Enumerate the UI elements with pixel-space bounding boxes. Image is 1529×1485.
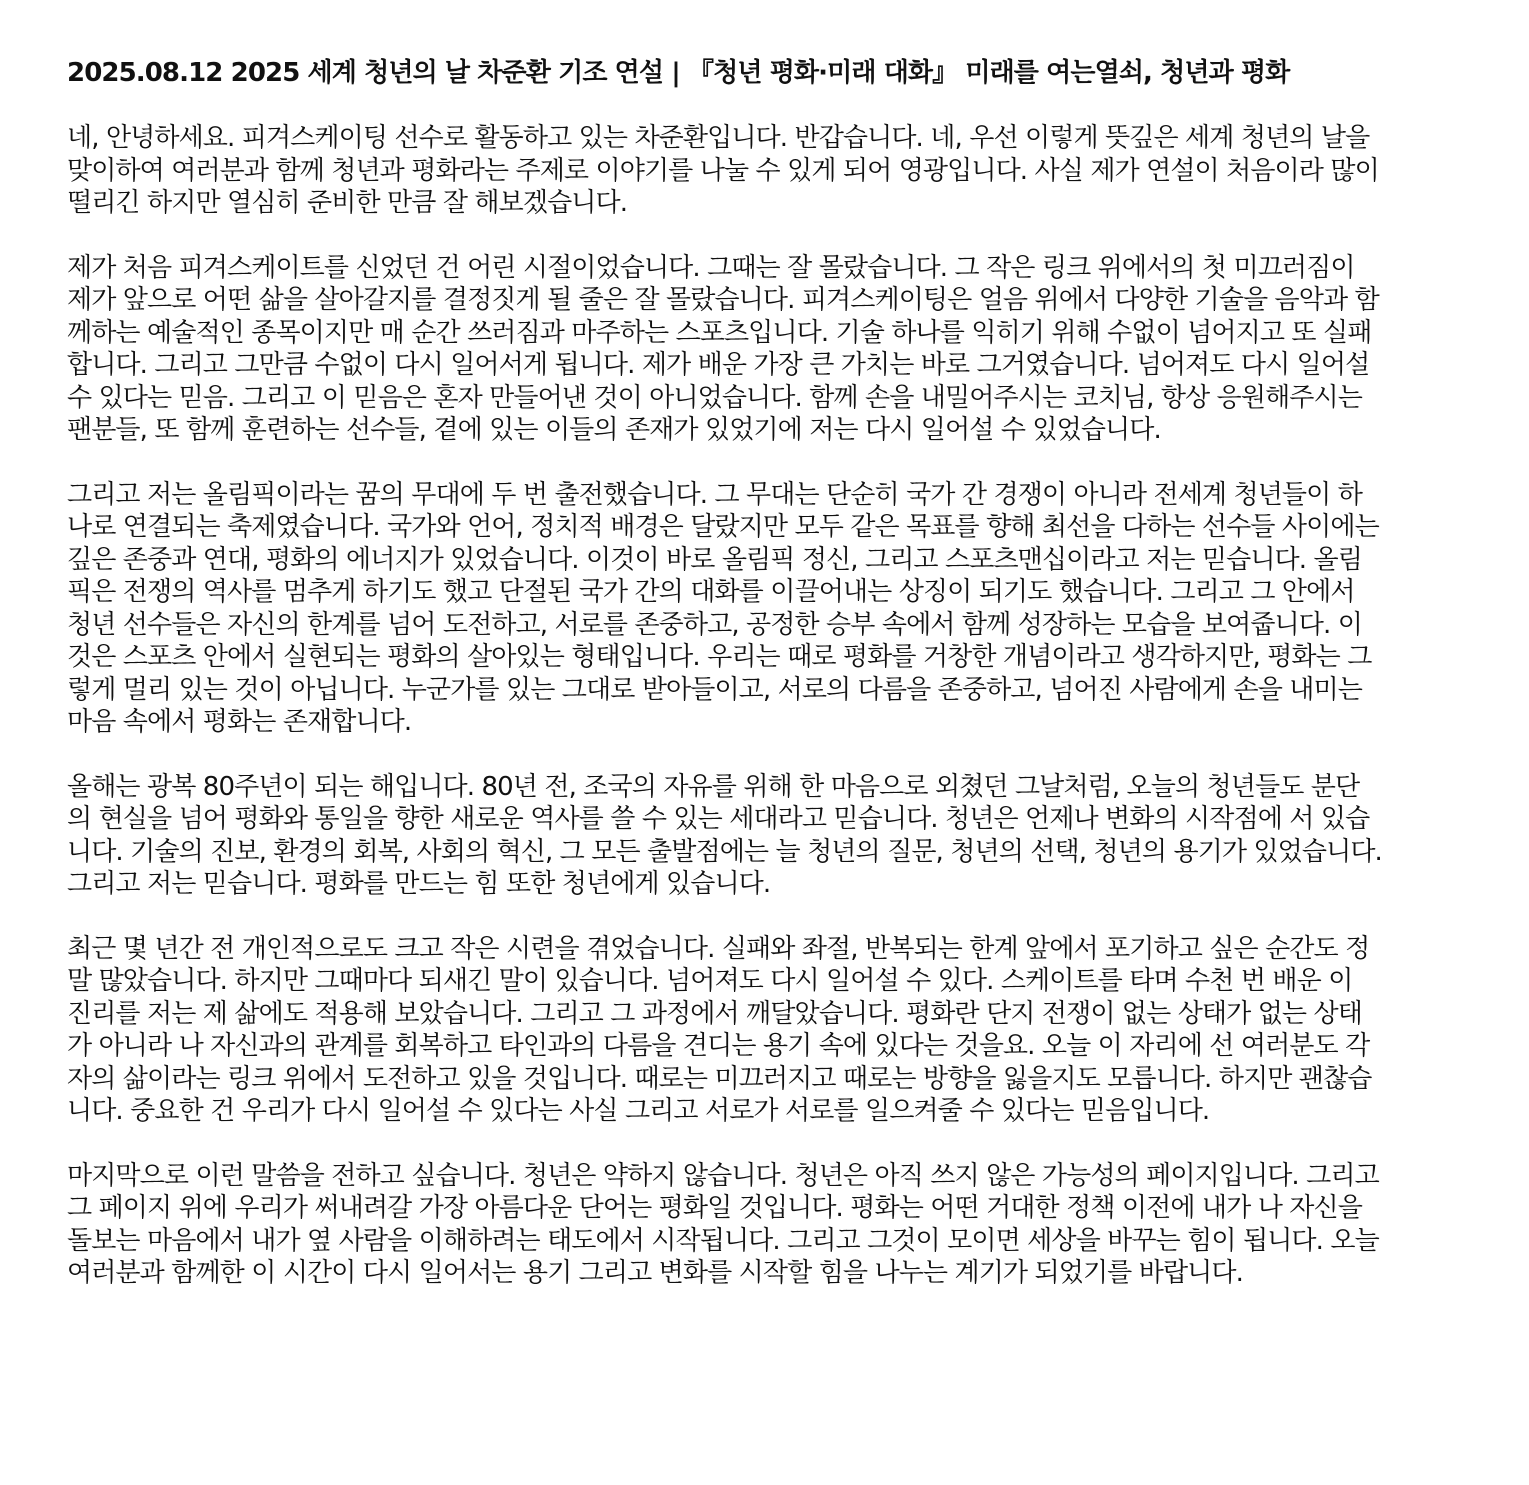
paragraph-1: 네, 안녕하세요. 피겨스케이팅 선수로 활동하고 있는 차준환입니다. 반갑습니다. 네, 우선 이렇게 뜻깊은 세계 청년의 날을 맞이하여 여러분과 함께 청년과 평화라는 주제로 이야기를 나눌 수 있게 되어 영광입니다. 사실 제가 연설이 처음이라 많이 떨리긴 하지만 열심히 준비한 만큼 잘 해보겠습니다.	[67, 123, 1379, 218]
document-title: 2025.08.12 2025 세계 청년의 날 차준환 기조 연설 | 『청년 평화·미래 대화』 미래를 여는열쇠, 청년과 평화	[67, 58, 1290, 88]
paragraph-3: 그리고 저는 올림픽이라는 꿈의 무대에 두 번 출전했습니다. 그 무대는 단순히 국가 간 경쟁이 아니라 전세계 청년들이 하 나로 연결되는 축제였습니다. 국가와 언어, 정치적 배경은 달랐지만 모두 같은 목표를 향해 최선을 다하는 선수들 사이에는 깊은 존중과 연대, 평화의 에너지가 있었습니다. 이것이 바로 올림픽 정신, 그리고 스포츠맨십이라고 저는 믿습니다. 올림 픽은 전쟁의 역사를 멈추게 하기도 했고 단절된 국가 간의 대화를 이끌어내는 상징이 되기도 했습니다. 그리고 그 안에서 청년 선수들은 자신의 한계를 넘어 도전하고, 서로를 존중하고, 공정한 승부 속에서 함께 성장하는 모습을 보여줍니다. 이 것은 스포츠 안에서 실현되는 평화의 살아있는 형태입니다. 우리는 때로 평화를 거창한 개념이라고 생각하지만, 평화는 그 렇게 멀리 있는 것이 아닙니다. 누군가를 있는 그대로 받아들이고, 서로의 다름을 존중하고, 넘어진 사람에게 손을 내미는 마음 속에서 평화는 존재합니다.	[67, 479, 1379, 737]
paragraph-2: 제가 처음 피겨스케이트를 신었던 건 어린 시절이었습니다. 그때는 잘 몰랐습니다. 그 작은 링크 위에서의 첫 미끄러짐이 제가 앞으로 어떤 삶을 살아갈지를 결정짓게 될 줄은 잘 몰랐습니다. 피겨스케이팅은 얼음 위에서 다양한 기술을 음악과 함 께하는 예술적인 종목이지만 매 순간 쓰러짐과 마주하는 스포츠입니다. 기술 하나를 익히기 위해 수없이 넘어지고 또 실패 합니다. 그리고 그만큼 수없이 다시 일어서게 됩니다. 제가 배운 가장 큰 가치는 바로 그거였습니다. 넘어져도 다시 일어설 수 있다는 믿음. 그리고 이 믿음은 혼자 만들어낸 것이 아니었습니다. 함께 손을 내밀어주시는 코치님, 항상 응원해주시는 팬분들, 또 함께 훈련하는 선수들, 곁에 있는 이들의 존재가 있었기에 저는 다시 일어설 수 있었습니다.	[67, 252, 1379, 445]
paragraph-6: 마지막으로 이런 말씀을 전하고 싶습니다. 청년은 약하지 않습니다. 청년은 아직 쓰지 않은 가능성의 페이지입니다. 그리고 그 페이지 위에 우리가 써내려갈 가장 아름다운 단어는 평화일 것입니다. 평화는 어떤 거대한 정책 이전에 내가 나 자신을 돌보는 마음에서 내가 옆 사람을 이해하려는 태도에서 시작됩니다. 그리고 그것이 모이면 세상을 바꾸는 힘이 됩니다. 오늘 여러분과 함께한 이 시간이 다시 일어서는 용기 그리고 변화를 시작할 힘을 나누는 계기가 되었기를 바랍니다.	[67, 1160, 1379, 1288]
paragraph-4: 올해는 광복 80주년이 되는 해입니다. 80년 전, 조국의 자유를 위해 한 마음으로 외쳤던 그날처럼, 오늘의 청년들도 분단 의 현실을 넘어 평화와 통일을 향한 새로운 역사를 쓸 수 있는 세대라고 믿습니다. 청년은 언제나 변화의 시작점에 서 있습 니다. 기술의 진보, 환경의 회복, 사회의 혁신, 그 모든 출발점에는 늘 청년의 질문, 청년의 선택, 청년의 용기가 있었습니다. 그리고 저는 믿습니다. 평화를 만드는 힘 또한 청년에게 있습니다.	[67, 771, 1382, 899]
paragraph-5: 최근 몇 년간 전 개인적으로도 크고 작은 시련을 겪었습니다. 실패와 좌절, 반복되는 한계 앞에서 포기하고 싶은 순간도 정 말 많았습니다. 하지만 그때마다 되새긴 말이 있습니다. 넘어져도 다시 일어설 수 있다. 스케이트를 타며 수천 번 배운 이 진리를 저는 제 삶에도 적용해 보았습니다. 그리고 그 과정에서 깨달았습니다. 평화란 단지 전쟁이 없는 상태가 없는 상태 가 아니라 나 자신과의 관계를 회복하고 타인과의 다름을 견디는 용기 속에 있다는 것을요. 오늘 이 자리에 선 여러분도 각 자의 삶이라는 링크 위에서 도전하고 있을 것입니다. 때로는 미끄러지고 때로는 방향을 잃을지도 모릅니다. 하지만 괜찮습 니다. 중요한 건 우리가 다시 일어설 수 있다는 사실 그리고 서로가 서로를 일으켜줄 수 있다는 믿음입니다.	[67, 933, 1372, 1126]
